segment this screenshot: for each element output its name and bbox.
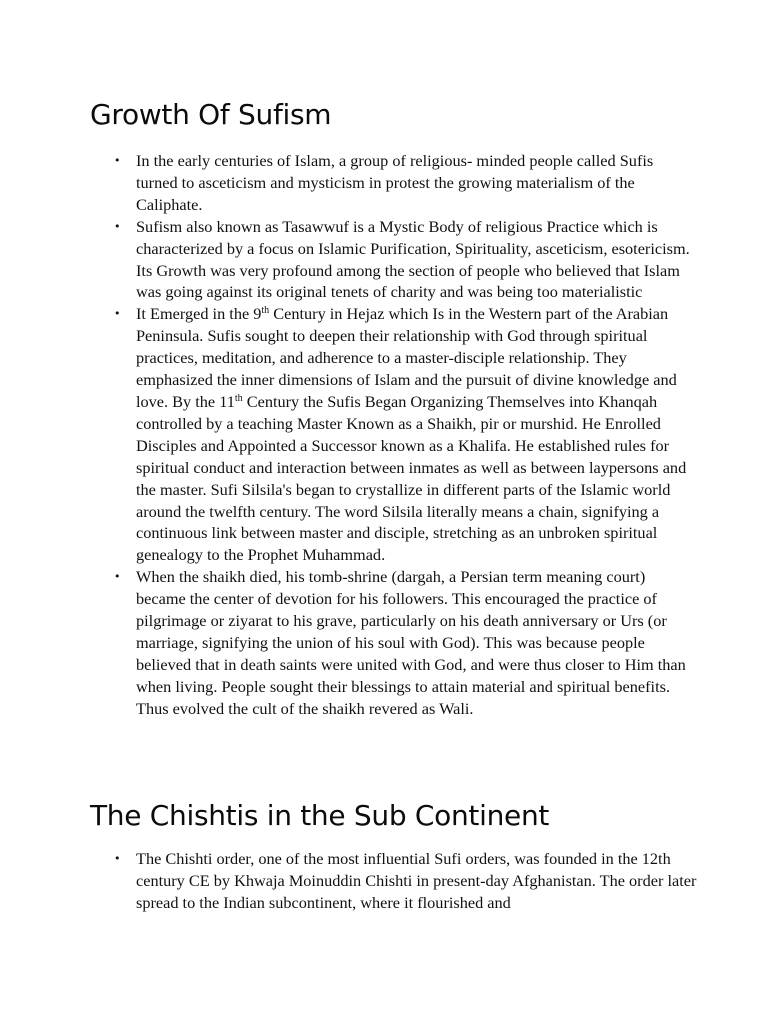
- ordinal-superscript: th: [261, 305, 270, 317]
- list-item: [0, 848, 768, 914]
- bullet-text-part: Century the Sufis Began Organizing Themselves into Khanqah controlled by a teaching Master Known as a Shaikh, pir or murshid. He Enrolled Disciples and Appointed a Successor known as a Khalifa. He established rules for spiritual conduct and interaction between inmates as well as between laypersons and the master. Sufi Silsila's began to crystallize in different parts of the Islamic world around the twelfth century. The word Silsila literally means a chain, signifying a continuous link between master and disciple, stretching as an unbroken spiritual genealogy to the Prophet Muhammad.: [136, 391, 687, 565]
- ordinal-superscript: th: [234, 392, 243, 404]
- bullet-icon: •: [114, 154, 121, 167]
- bullet-text-part: Century in Hejaz which Is in the Western part of the Arabian Peninsula. Sufis sought to deepen their relationship with God through spiritual practices, meditation, and adherence to a master-disciple relationship. They emphasized the inner dimensions of Islam and the pursuit of divine knowledge and love. By the 11: [136, 304, 677, 411]
- bullet-icon: •: [114, 307, 121, 321]
- bullet-text: When the shaikh died, his tomb-shrine (dargah, a Persian term meaning court) became the center of devotion for his followers. This encouraged the practice of pilgrimage or ziyarat to his grave, particularly on his death anniversary or Urs (or marriage, signifying the union of his soul with God). This was because people believed that in death saints were united with God, and were thus closer to Him than when living. People sought their blessings to attain material and spiritual benefits. Thus evolved the cult of the shaikh revered as Wali.: [136, 567, 686, 718]
- bullet-icon: •: [114, 570, 121, 584]
- list-item: [0, 150, 768, 216]
- list-item: [0, 566, 768, 719]
- bullet-icon: •: [114, 219, 121, 233]
- list-item: [0, 216, 768, 304]
- bullet-list-chishtis: [0, 848, 768, 914]
- bullet-list-growth: [0, 150, 768, 720]
- bullet-text: Sufism also known as Tasawwuf is a Mystic Body of religious Practice which is characterized by a focus on Islamic Purification, Spirituality, asceticism, esotericism. Its Growth was very profound among the section of people who believed that Islam was going against its original tenets of charity and was being too materialistic: [136, 216, 690, 302]
- section-heading-chishtis: The Chishtis in the Sub Continent: [90, 799, 550, 832]
- bullet-icon: •: [114, 852, 121, 865]
- bullet-text: The Chishti order, one of the most influential Sufi orders, was founded in the 12th century CE by Khwaja Moinuddin Chishti in present-day Afghanistan. The order later spread to the Indian subcontinent, where it flourished and: [136, 849, 697, 912]
- bullet-text-part: It Emerged in the 9: [136, 304, 262, 324]
- bullet-text: In the early centuries of Islam, a group of religious- minded people called Sufis turned to asceticism and mysticism in protest the growing materialism of the Caliphate.: [136, 151, 654, 214]
- list-item: [0, 303, 768, 566]
- section-heading-growth-of-sufism: Growth Of Sufism: [90, 98, 332, 131]
